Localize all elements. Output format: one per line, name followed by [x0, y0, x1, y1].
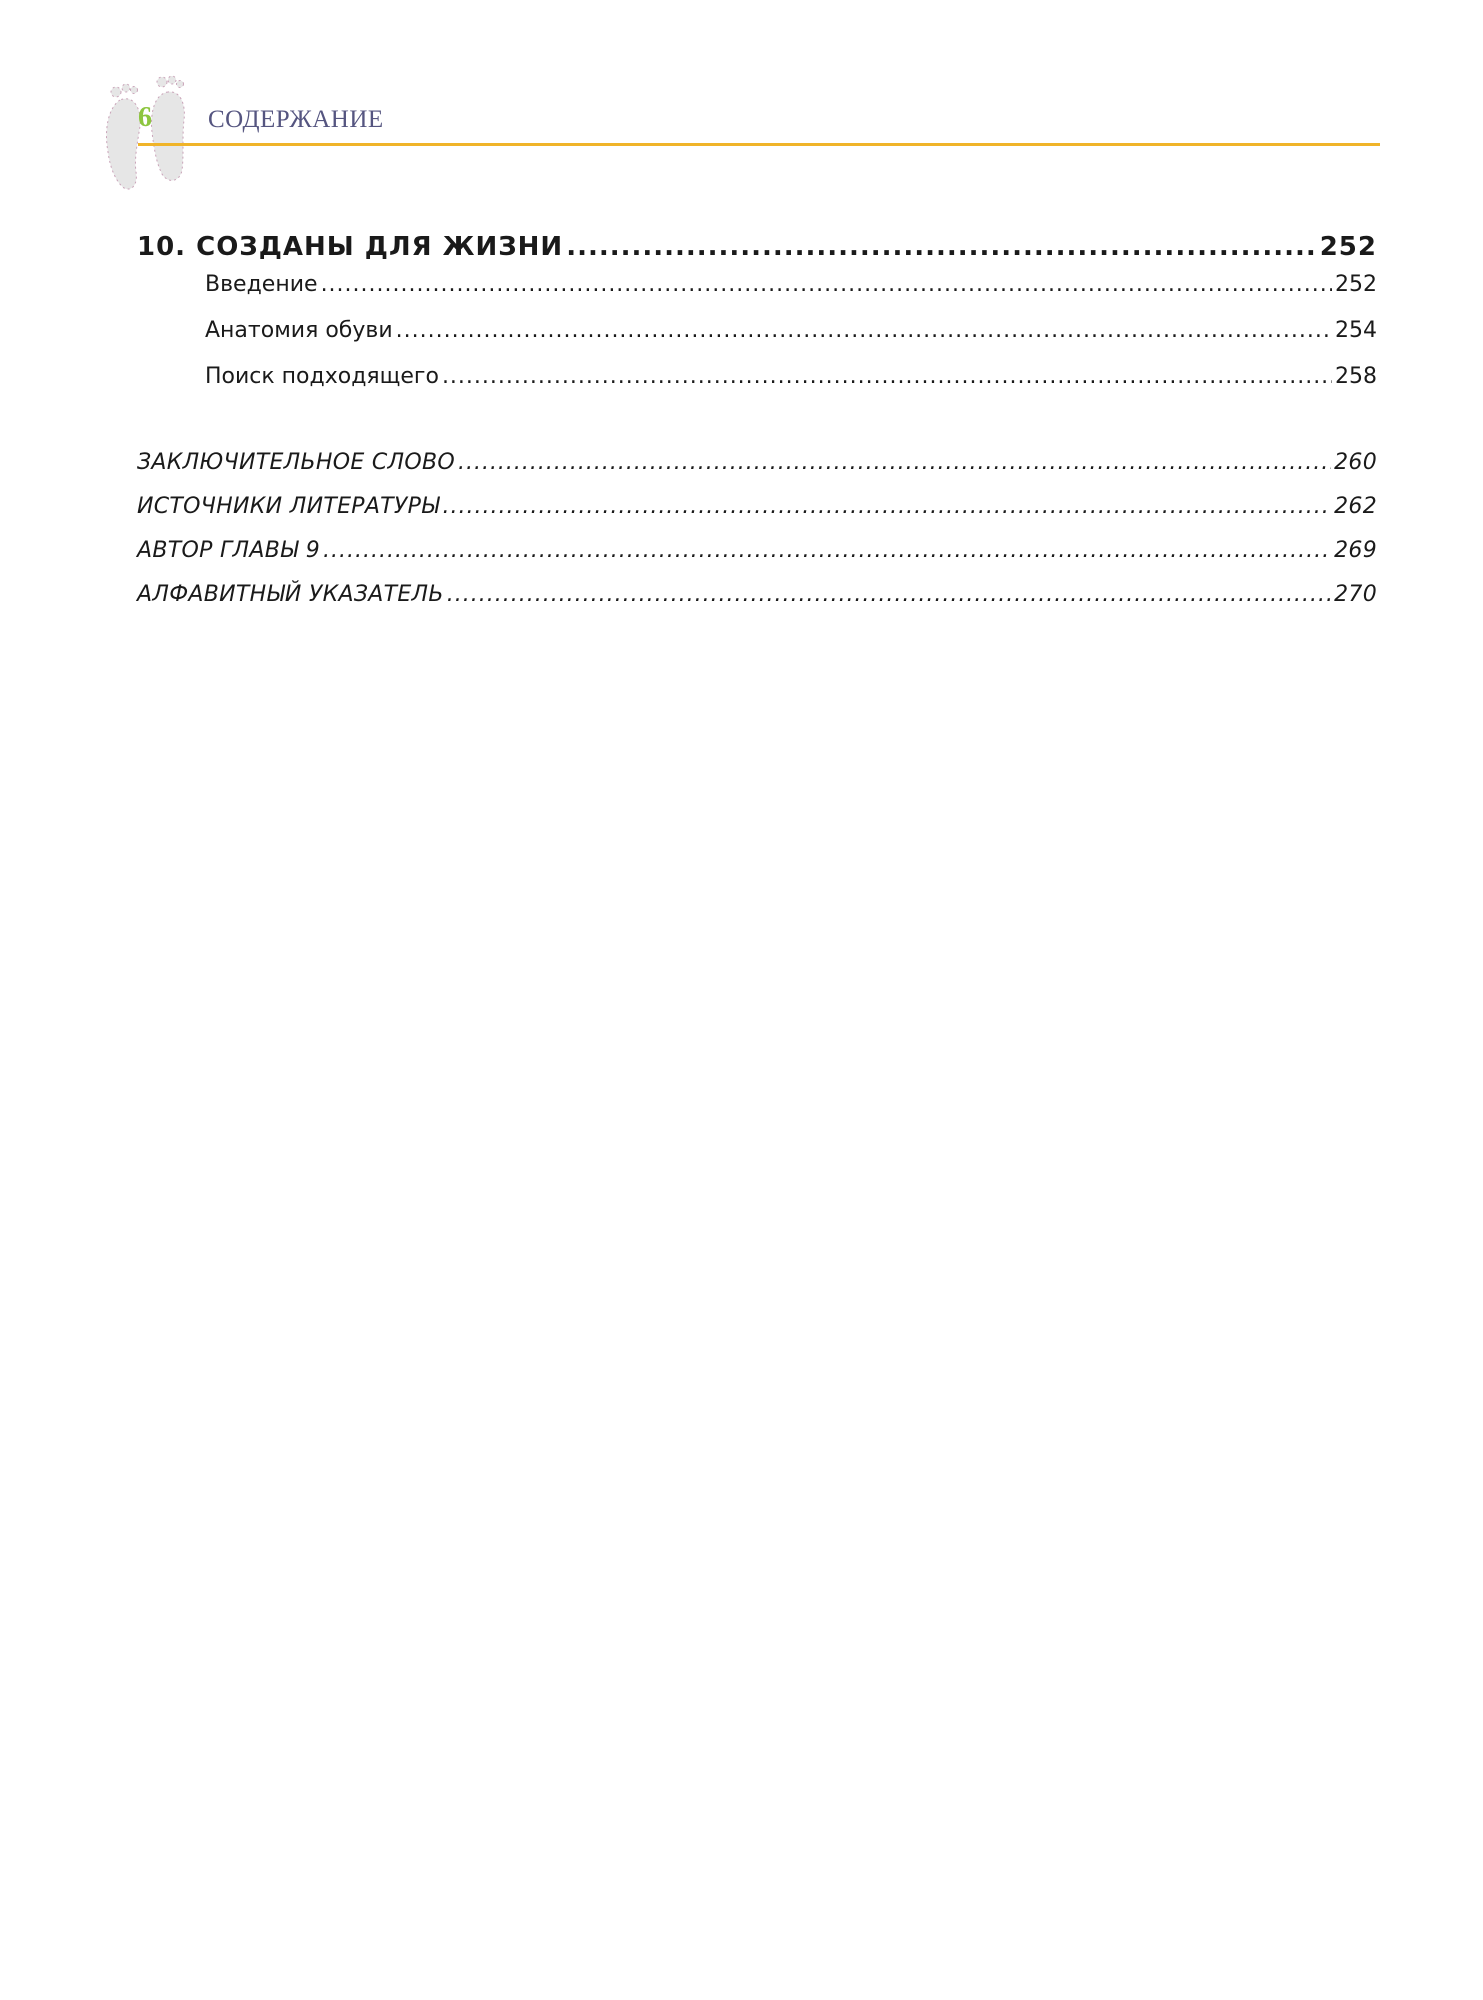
toc-section-entry[interactable]	[137, 318, 1377, 364]
toc-entry-title: 10. СОЗДАНЫ ДЛЯ ЖИЗНИ	[137, 232, 564, 262]
header-rule	[138, 143, 1380, 146]
toc-entry-page: 262	[1334, 494, 1377, 519]
toc-entry-title: Поиск подходящего	[205, 364, 439, 389]
dot-leader	[566, 232, 1317, 262]
toc-entry-page: 269	[1334, 538, 1377, 563]
toc-back-matter-entry[interactable]	[137, 538, 1377, 582]
dot-leader	[396, 318, 1332, 343]
dot-leader	[323, 538, 1331, 563]
toc-entry-page: 260	[1334, 450, 1377, 475]
toc-back-matter-entry[interactable]	[137, 450, 1377, 494]
dot-leader	[442, 364, 1332, 389]
spacer	[137, 410, 1377, 450]
toc-entry-title: ИСТОЧНИКИ ЛИТЕРАТУРЫ	[137, 494, 440, 519]
footprints-icon	[90, 70, 220, 200]
toc-entry-page: 270	[1334, 582, 1377, 607]
page-number: 6	[138, 102, 152, 133]
dot-leader	[458, 450, 1331, 475]
page-header	[90, 60, 1380, 200]
toc-entry-page: 252	[1319, 232, 1377, 262]
toc-section-entry[interactable]	[137, 272, 1377, 318]
toc-chapter-entry[interactable]	[137, 232, 1377, 272]
dot-leader	[447, 582, 1331, 607]
dot-leader	[443, 494, 1332, 519]
dot-leader	[321, 272, 1332, 297]
toc-back-matter-entry[interactable]	[137, 582, 1377, 626]
toc-section-entry[interactable]	[137, 364, 1377, 410]
toc-entry-title: АЛФАВИТНЫЙ УКАЗАТЕЛЬ	[137, 582, 444, 607]
toc-back-matter-entry[interactable]	[137, 494, 1377, 538]
toc-entry-page: 258	[1335, 364, 1377, 389]
toc-entry-title: ЗАКЛЮЧИТЕЛЬНОЕ СЛОВО	[137, 450, 455, 475]
toc-entry-page: 254	[1335, 318, 1377, 343]
toc-entry-title: Введение	[205, 272, 318, 297]
running-head: СОДЕРЖАНИЕ	[208, 106, 384, 133]
table-of-contents	[137, 232, 1377, 626]
toc-entry-title: Анатомия обуви	[205, 318, 393, 343]
toc-entry-page: 252	[1335, 272, 1377, 297]
toc-entry-title: АВТОР ГЛАВЫ 9	[137, 538, 320, 563]
